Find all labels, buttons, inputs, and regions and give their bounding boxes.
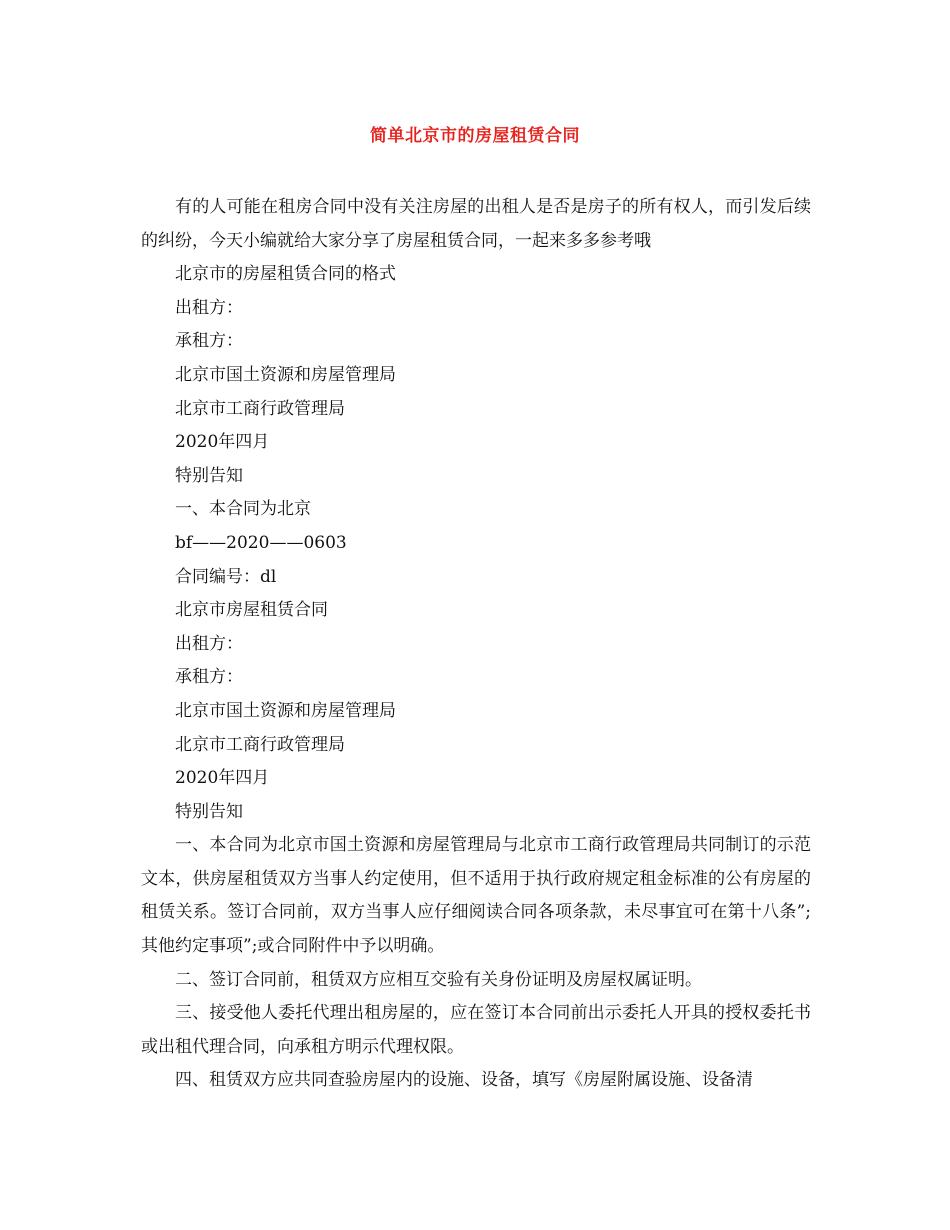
paragraph: 特别告知 — [175, 465, 243, 486]
paragraph: 北京市工商行政管理局 — [175, 734, 345, 755]
paragraph: 2020年四月 — [175, 768, 270, 789]
paragraph: 三、接受他人委托代理出租房屋的，应在签订本合同前出示委托人开具的授权委托书或出租代理合同，向承租方明示代理权限。 — [141, 1003, 811, 1057]
paragraph: 北京市的房屋租赁合同的格式 — [175, 264, 396, 285]
paragraph: 二、签订合同前，租赁双方应相互交验有关身份证明及房屋权属证明。 — [175, 969, 702, 990]
paragraph: 承租方： — [175, 667, 243, 688]
paragraph: 出租方： — [175, 297, 243, 318]
paragraph: 北京市工商行政管理局 — [175, 398, 345, 419]
paragraph: bf——2020——0603 — [175, 532, 347, 553]
paragraph: 北京市国土资源和房屋管理局 — [175, 364, 396, 385]
paragraph: 特别告知 — [175, 801, 243, 822]
paragraph: 一、本合同为北京 — [175, 499, 311, 520]
paragraph: 一、本合同为北京市国土资源和房屋管理局与北京市工商行政管理局共同制订的示范文本，供房屋租赁双方当事人约定使用，但不适用于执行政府规定租金标准的公有房屋的租赁关系。签订合同前，双方当事人应仔细阅读合同各项条款，未尽事宜可在第十八条”;其他约定事项”;或合同附件中予以明确。 — [141, 835, 811, 957]
paragraph: 承租方： — [175, 331, 243, 352]
paragraph: 合同编号：dl — [175, 566, 277, 587]
paragraph: 北京市房屋租赁合同 — [175, 600, 328, 621]
paragraph: 出租方： — [175, 633, 243, 654]
document-title: 简单北京市的房屋租赁合同 — [370, 126, 580, 146]
paragraph: 2020年四月 — [175, 432, 270, 453]
paragraph: 四、租赁双方应共同查验房屋内的设施、设备，填写《房屋附属设施、设备清 — [175, 1070, 753, 1091]
paragraph: 北京市国土资源和房屋管理局 — [175, 700, 396, 721]
document-body — [141, 191, 811, 1098]
paragraph: 有的人可能在租房合同中没有关注房屋的出租人是否是房子的所有权人，而引发后续的纠纷，今天小编就给大家分享了房屋租赁合同，一起来多多参考哦 — [141, 197, 811, 251]
